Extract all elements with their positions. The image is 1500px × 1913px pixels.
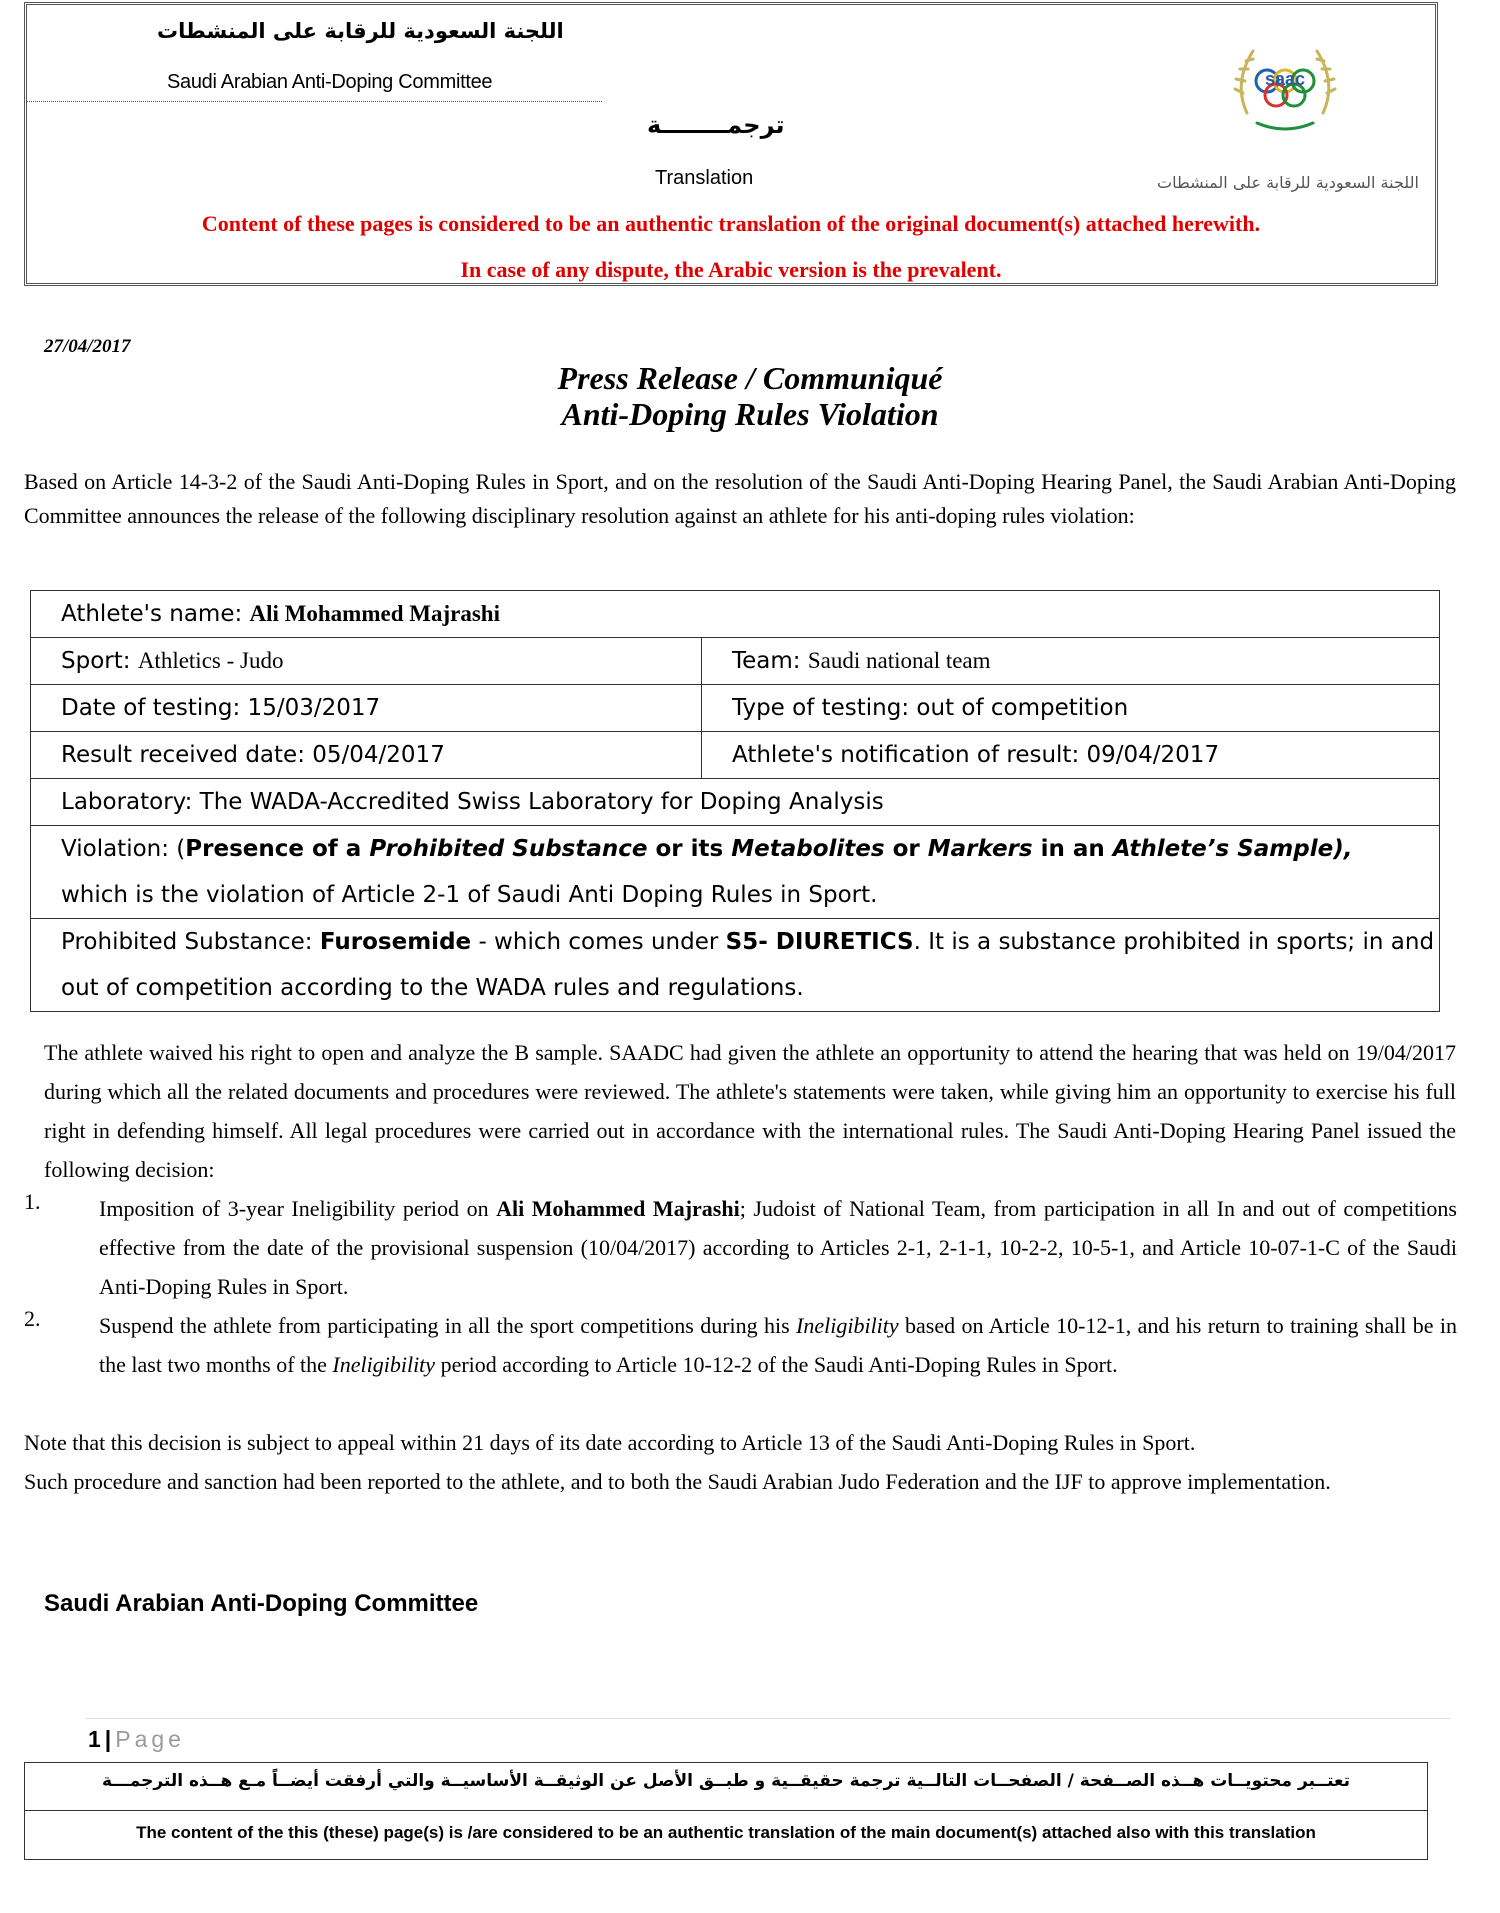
athlete-name-label: Athlete's name: [61, 601, 250, 627]
header-arabic-org: اللجنة السعودية للرقابة على المنشطات [157, 19, 564, 43]
signature-committee: Saudi Arabian Anti-Doping Committee [44, 1590, 479, 1617]
violation-cell [31, 826, 1440, 919]
decision-item-2 [99, 1306, 1457, 1384]
prohibited-substance-cell [31, 919, 1440, 1012]
table-row [31, 826, 1440, 919]
table-row [31, 779, 1440, 826]
athlete-name-cell [31, 591, 1440, 638]
athlete-name-value: Ali Mohammed Majrashi [249, 601, 500, 626]
table-row [31, 685, 1440, 732]
violation-details-table [30, 590, 1440, 1012]
translation-header-box [24, 2, 1438, 286]
page-number-value: 1 [88, 1726, 101, 1752]
table-row [31, 919, 1440, 1012]
header-translation-arabic: ترجمــــــــة [647, 111, 785, 139]
decision-2-text-c: period according to Article 10-12-2 of the Saudi Anti-Doping Rules in Sport. [435, 1352, 1118, 1377]
reporting-note: Such procedure and sanction had been reported to the athlete, and to both the Saudi Arabian Judo Federation and the IJF to approve implementation. [24, 1469, 1331, 1494]
logo-wordmark: saac [1264, 69, 1306, 89]
violation-metabolites: Metabolites [731, 836, 885, 862]
page-separator: | [104, 1726, 112, 1752]
footer-translation-box [24, 1762, 1428, 1860]
decision-2-text-a: Suspend the athlete from participating in all the sport competitions during his [99, 1313, 797, 1338]
header-dotted-divider [27, 101, 602, 102]
footer-divider [86, 1718, 1450, 1719]
table-row [31, 638, 1440, 685]
intro-paragraph: Based on Article 14-3-2 of the Saudi Anti-Doping Rules in Sport, and on the resolution of the Saudi Anti-Doping Hearing Panel, the Saudi Arabian Anti-Doping Committee announces the release of the following disciplinary resolution against an athlete for his anti-doping rules violation: [24, 469, 1456, 528]
header-english-org: Saudi Arabian Anti-Doping Committee [167, 71, 493, 93]
violation-markers: Markers [927, 836, 1033, 862]
sport-value: Athletics - Judo [137, 648, 284, 673]
page-word: Page [115, 1726, 185, 1752]
decision-1-athlete-name: Ali Mohammed Majrashi [496, 1196, 740, 1221]
sport-cell [31, 638, 702, 685]
sport-label: Sport: [61, 648, 138, 674]
substance-description: . It is a substance prohibited in sports; in and out of competition according to the WADA rules and regulations. [61, 929, 1435, 1001]
type-of-testing-cell: Type of testing: out of competition [702, 685, 1440, 732]
decision-number: 1. [24, 1189, 41, 1214]
press-release-subtitle: Anti-Doping Rules Violation [561, 396, 939, 432]
laboratory-cell: Laboratory: The WADA-Accredited Swiss Laboratory for Doping Analysis [31, 779, 1440, 826]
violation-or: or [884, 836, 928, 862]
page-number [88, 1726, 185, 1753]
table-row [31, 732, 1440, 779]
substance-class: S5- DIURETICS [725, 929, 914, 955]
violation-or-its: or its [647, 836, 732, 862]
decision-2-ineligibility: Ineligibility [332, 1352, 436, 1377]
substance-label: Prohibited Substance: [61, 929, 320, 955]
hearing-paragraph: The athlete waived his right to open and analyze the B sample. SAADC had given the athlete an opportunity to attend the hearing that was held on 19/04/2017 during which all the related documents and procedures were reviewed. The athlete's statements were taken, while giving him an opportunity to exercise his full right in defending himself. All legal procedures were carried out in accordance with the international rules. The Saudi Anti-Doping Hearing Panel issued the following decision: [44, 1040, 1456, 1182]
violation-presence: Presence of a [185, 836, 370, 862]
date-of-testing-cell: Date of testing: 15/03/2017 [31, 685, 702, 732]
violation-athlete-sample: Athlete’s Sample), [1112, 836, 1353, 862]
substance-mid: - which comes under [471, 929, 726, 955]
decision-1-text-a: Imposition of 3-year Ineligibility period on [99, 1196, 497, 1221]
team-label: Team: [732, 648, 808, 674]
team-value: Saudi national team [807, 648, 991, 673]
footer-box-divider [25, 1810, 1427, 1811]
decision-2-ineligibility: Ineligibility [796, 1313, 899, 1338]
header-translation-english: Translation [655, 167, 754, 189]
arabic-prevails-notice: In case of any dispute, the Arabic version is the prevalent. [460, 257, 1002, 282]
logo-arabic-caption: اللجنة السعودية للرقابة على المنشطات [1157, 173, 1419, 192]
violation-prohibited-substance: Prohibited Substance [369, 836, 648, 862]
authentic-translation-notice: Content of these pages is considered to be an authentic translation of the original document(s) attached herewith. [201, 211, 1261, 236]
footer-english-statement: The content of the this (these) page(s) is /are considered to be an authentic translation of the main document(s) attached also with this translation [136, 1823, 1316, 1842]
press-release-title: Press Release / Communiqué [557, 360, 943, 396]
footer-arabic-statement: تعتــبر محتويــات هــذه الصــفحة / الصفحــات التالــية ترجمة حقيقــية و طبــق الأصل عن الوثيقــة الأساسيــة والتي أرفقت أيضــاً مـع هــذه الترجمـــة [101, 1771, 1351, 1791]
table-row [31, 591, 1440, 638]
appeal-note: Note that this decision is subject to appeal within 21 days of its date according to Article 13 of the Saudi Anti-Doping Rules in Sport. [24, 1430, 1196, 1455]
result-received-cell: Result received date: 05/04/2017 [31, 732, 702, 779]
decision-1-text-b: ; Judoist of National Team, from participation in all In and out of competitions effective from the date of the provisional suspension (10/04/2017) according to Articles 2-1, 2-1-1, 10-2-2, 10-5-1, and Article 10-07-1-C of the Saudi Anti-Doping Rules in Sport. [99, 1196, 1457, 1299]
release-date: 27/04/2017 [44, 336, 131, 357]
decision-number: 2. [24, 1306, 41, 1331]
substance-name: Furosemide [319, 929, 472, 955]
violation-article: which is the violation of Article 2-1 of Saudi Anti Doping Rules in Sport. [61, 882, 878, 908]
violation-label: Violation: ( [61, 836, 186, 862]
violation-in-an: in an [1032, 836, 1113, 862]
notification-cell: Athlete's notification of result: 09/04/2017 [702, 732, 1440, 779]
decision-item-1 [99, 1189, 1457, 1306]
saadc-logo [1217, 23, 1353, 153]
team-cell [702, 638, 1440, 685]
decision-2-text-b: based on Article 10-12-1, and his return to training shall be in the last two months of the [99, 1313, 1457, 1377]
